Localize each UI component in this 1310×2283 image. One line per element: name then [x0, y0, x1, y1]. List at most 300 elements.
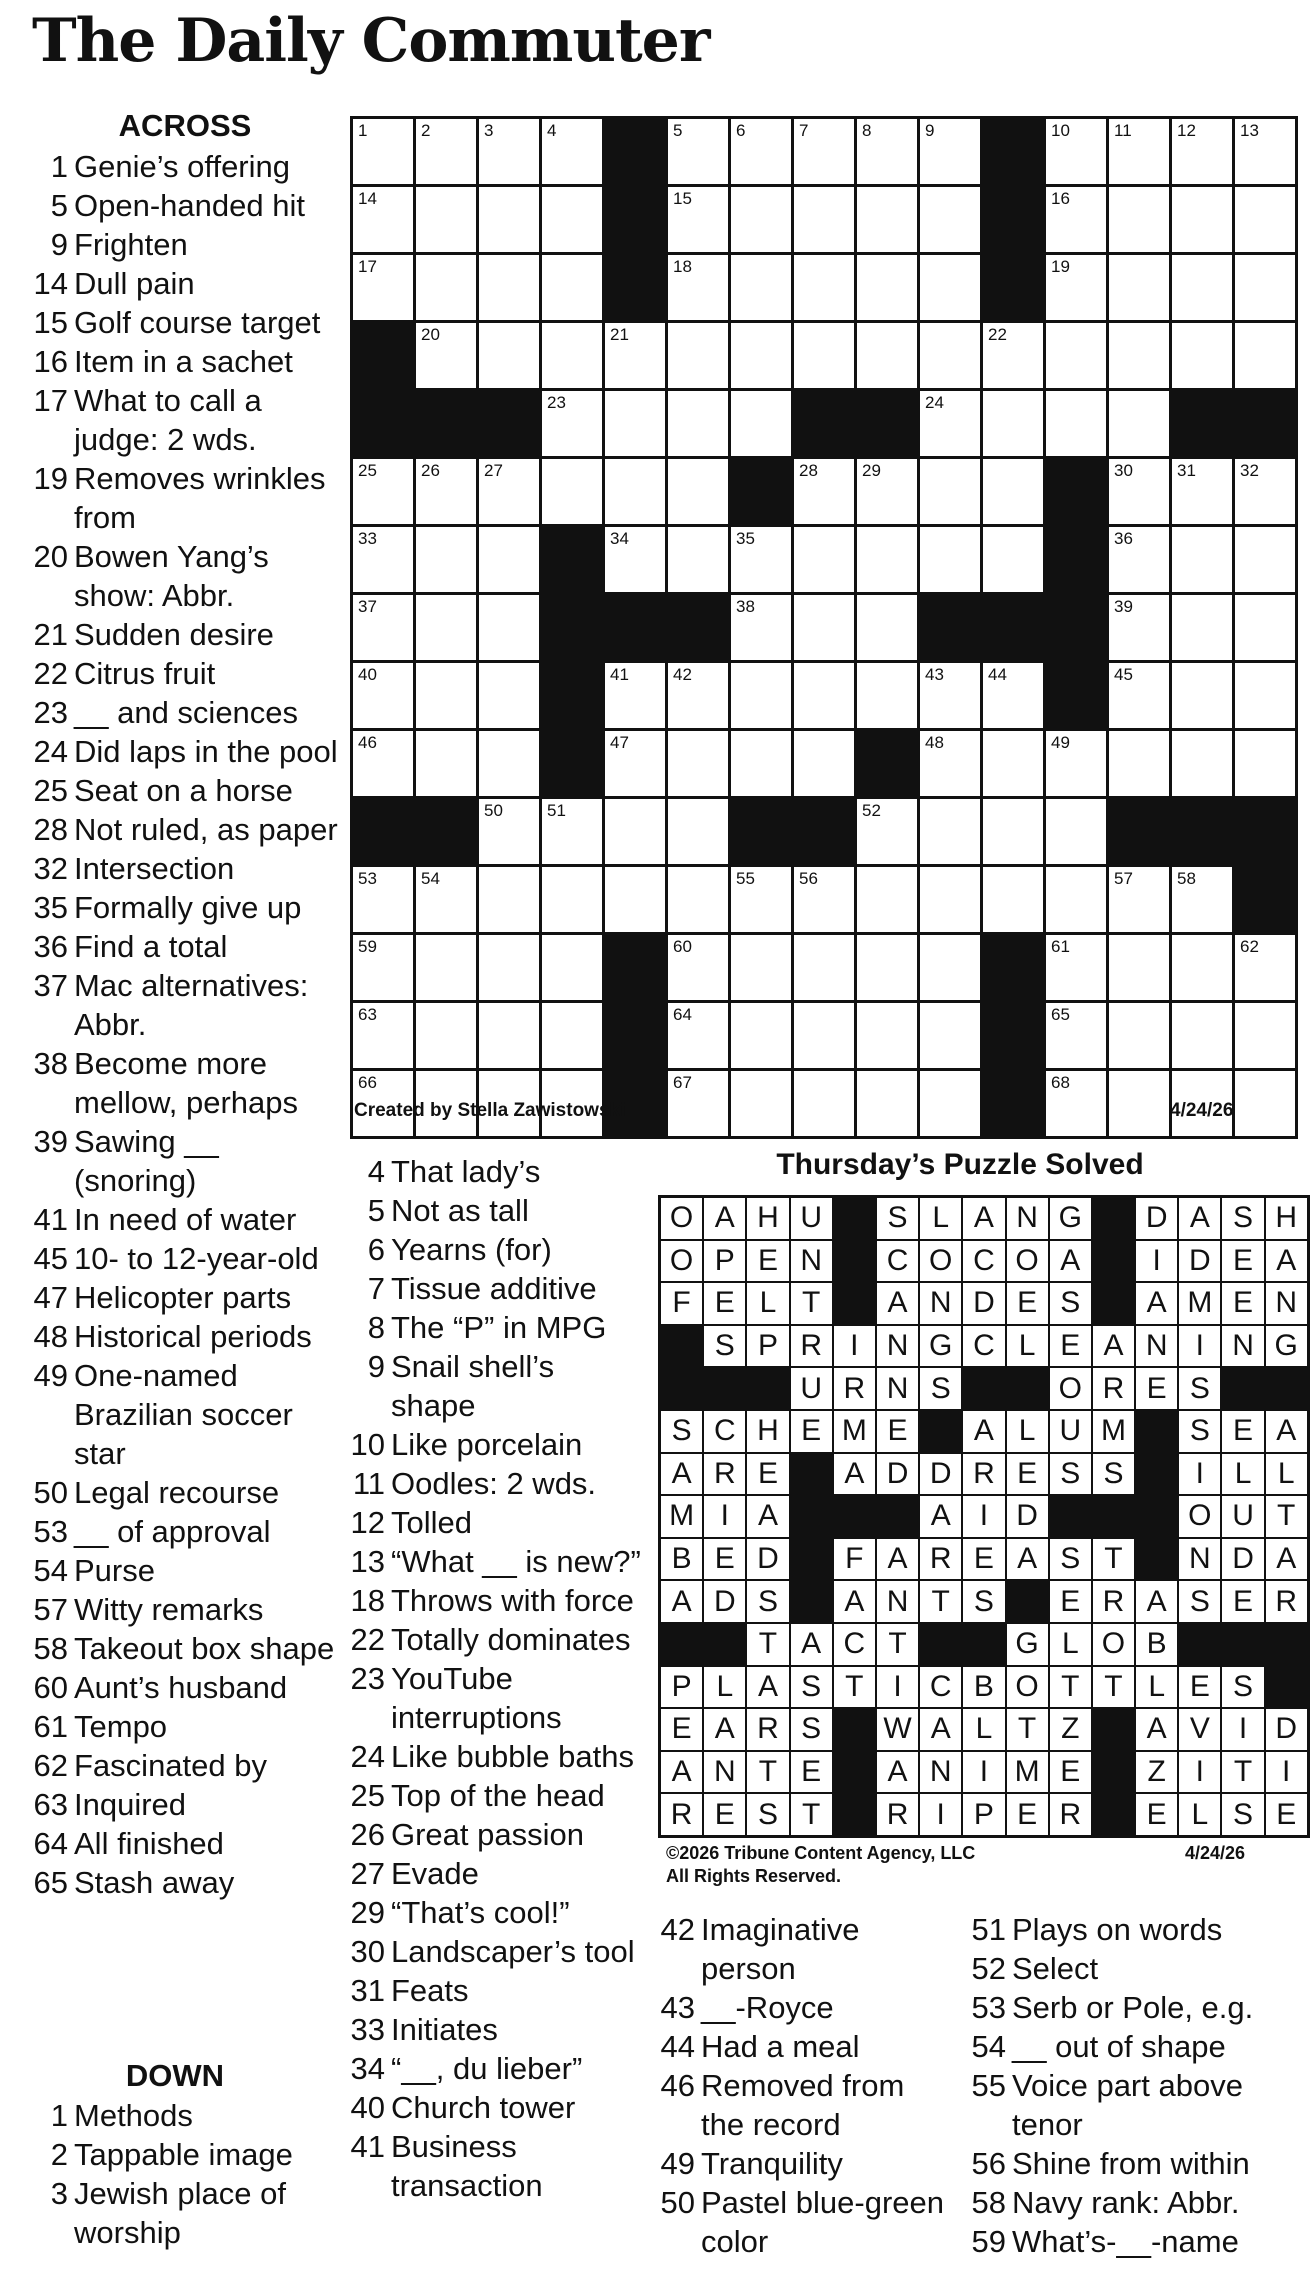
grid-cell[interactable] — [668, 663, 728, 728]
solved-letter: I — [1179, 1454, 1220, 1495]
grid-cell[interactable] — [794, 187, 854, 252]
black-square — [983, 1003, 1043, 1068]
cell-number: 56 — [799, 869, 818, 888]
clue-text: Dull pain — [74, 266, 195, 301]
grid-cell[interactable] — [605, 867, 665, 932]
grid-cell[interactable] — [353, 119, 413, 184]
grid-cell[interactable] — [416, 323, 476, 388]
black-square — [542, 595, 602, 660]
grid-cell[interactable] — [542, 255, 602, 320]
grid-cell[interactable] — [479, 187, 539, 252]
grid-cell[interactable] — [479, 119, 539, 184]
grid-cell[interactable] — [416, 119, 476, 184]
solved-letter: D — [704, 1581, 745, 1622]
grid-cell[interactable] — [1172, 187, 1232, 252]
grid-cell[interactable] — [857, 663, 917, 728]
grid-cell[interactable] — [1172, 527, 1232, 592]
grid-cell[interactable] — [1046, 867, 1106, 932]
clue-item — [28, 303, 338, 342]
grid-cell[interactable] — [416, 663, 476, 728]
grid-cell[interactable] — [416, 867, 476, 932]
solved-letter: O — [1093, 1624, 1134, 1665]
grid-cell[interactable] — [794, 663, 854, 728]
grid-cell[interactable] — [857, 187, 917, 252]
grid-cell[interactable] — [1172, 1003, 1232, 1068]
clue-number: 36 — [33, 929, 68, 964]
cell-number: 3 — [484, 121, 494, 140]
grid-cell[interactable] — [1172, 119, 1232, 184]
grid-cell[interactable] — [416, 935, 476, 1000]
clue-text: Bowen Yang’s show: Abbr. — [74, 539, 269, 613]
grid-cell[interactable] — [1109, 935, 1169, 1000]
grid-cell[interactable] — [857, 527, 917, 592]
black-square — [963, 1624, 1004, 1665]
grid-cell[interactable] — [416, 527, 476, 592]
solved-letter: R — [963, 1454, 1004, 1495]
grid-cell[interactable] — [353, 527, 413, 592]
grid-cell[interactable] — [857, 935, 917, 1000]
clue-number: 41 — [33, 1202, 68, 1237]
grid-cell[interactable] — [1109, 187, 1169, 252]
clue-text: Church tower — [391, 2090, 576, 2125]
grid-cell[interactable] — [353, 459, 413, 524]
clue-item — [28, 1629, 338, 1668]
grid-cell[interactable] — [353, 935, 413, 1000]
grid-cell[interactable] — [668, 1071, 728, 1136]
grid-cell[interactable] — [857, 459, 917, 524]
grid-cell[interactable] — [1235, 187, 1295, 252]
grid-cell[interactable] — [1109, 731, 1169, 796]
black-square — [1046, 663, 1106, 728]
clue-item — [28, 888, 338, 927]
grid-cell[interactable] — [794, 459, 854, 524]
grid-cell[interactable] — [1235, 323, 1295, 388]
grid-cell[interactable] — [1109, 527, 1169, 592]
grid-cell[interactable] — [668, 799, 728, 864]
solved-letter: H — [747, 1198, 788, 1239]
clue-item — [28, 459, 338, 537]
cell-number: 11 — [1114, 121, 1132, 140]
grid-cell[interactable] — [857, 255, 917, 320]
solved-letter: S — [1222, 1198, 1263, 1239]
grid-cell[interactable] — [1046, 323, 1106, 388]
grid-cell[interactable] — [920, 867, 980, 932]
grid-cell[interactable] — [353, 867, 413, 932]
grid-cell[interactable] — [983, 867, 1043, 932]
clue-item — [966, 2183, 1271, 2222]
cell-number: 38 — [736, 597, 755, 616]
grid-cell[interactable] — [416, 1003, 476, 1068]
grid-cell[interactable] — [1109, 595, 1169, 660]
solved-letter: L — [963, 1709, 1004, 1750]
solved-letter: E — [704, 1794, 745, 1835]
grid-cell[interactable] — [353, 595, 413, 660]
clue-number: 31 — [350, 1973, 385, 2008]
grid-cell[interactable] — [794, 731, 854, 796]
black-square — [791, 1454, 832, 1495]
grid-cell[interactable] — [731, 935, 791, 1000]
grid-cell[interactable] — [353, 663, 413, 728]
clue-text: Not as tall — [391, 1193, 529, 1228]
grid-cell[interactable] — [1172, 867, 1232, 932]
grid-cell[interactable] — [1235, 663, 1295, 728]
grid-cell[interactable] — [731, 1003, 791, 1068]
grid-cell[interactable] — [731, 119, 791, 184]
grid-cell[interactable] — [1172, 663, 1232, 728]
solved-letter: N — [920, 1752, 961, 1793]
grid-cell[interactable] — [1235, 1003, 1295, 1068]
grid-cell[interactable] — [920, 459, 980, 524]
grid-cell[interactable] — [731, 527, 791, 592]
grid-cell[interactable] — [983, 799, 1043, 864]
grid-cell[interactable] — [1109, 663, 1169, 728]
solved-letter: Z — [1136, 1752, 1177, 1793]
cell-number: 45 — [1114, 665, 1133, 684]
grid-cell[interactable] — [1235, 255, 1295, 320]
clue-item — [345, 1776, 645, 1815]
grid-cell[interactable] — [794, 1071, 854, 1136]
grid-cell[interactable] — [794, 323, 854, 388]
grid-cell[interactable] — [1046, 1071, 1106, 1136]
grid-cell[interactable] — [542, 459, 602, 524]
grid-cell[interactable] — [1046, 1003, 1106, 1068]
grid-cell[interactable] — [794, 1003, 854, 1068]
solved-letter: E — [791, 1411, 832, 1452]
grid-cell[interactable] — [605, 391, 665, 456]
clue-text: Sudden desire — [74, 617, 274, 652]
cell-number: 2 — [421, 121, 431, 140]
clue-text: Tranquility — [701, 2146, 843, 2181]
clue-number: 34 — [350, 2051, 385, 2086]
grid-cell[interactable] — [857, 595, 917, 660]
grid-cell[interactable] — [1046, 119, 1106, 184]
grid-cell[interactable] — [731, 867, 791, 932]
grid-cell[interactable] — [1109, 391, 1169, 456]
solved-letter: C — [834, 1624, 875, 1665]
grid-cell[interactable] — [920, 799, 980, 864]
grid-cell[interactable] — [605, 799, 665, 864]
solved-letter: A — [920, 1496, 961, 1537]
grid-cell[interactable] — [479, 731, 539, 796]
solved-letter: D — [877, 1454, 918, 1495]
solved-letter: T — [747, 1624, 788, 1665]
grid-cell[interactable] — [479, 459, 539, 524]
solved-letter: R — [747, 1709, 788, 1750]
grid-cell[interactable] — [479, 527, 539, 592]
cell-number: 13 — [1240, 121, 1259, 140]
cell-number: 67 — [673, 1073, 692, 1092]
grid-cell[interactable] — [416, 187, 476, 252]
clue-number: 65 — [33, 1865, 68, 1900]
grid-cell[interactable] — [1235, 1071, 1295, 1136]
grid-cell[interactable] — [1172, 459, 1232, 524]
grid-cell[interactable] — [857, 867, 917, 932]
grid-cell[interactable] — [794, 935, 854, 1000]
grid-cell[interactable] — [605, 527, 665, 592]
grid-cell[interactable] — [542, 119, 602, 184]
grid-cell[interactable] — [920, 323, 980, 388]
clue-item — [28, 810, 338, 849]
grid-cell[interactable] — [1109, 1071, 1169, 1136]
grid-cell[interactable] — [668, 255, 728, 320]
solved-letter: E — [1222, 1283, 1263, 1324]
cell-number: 27 — [484, 461, 503, 480]
grid-cell[interactable] — [920, 935, 980, 1000]
grid-cell[interactable] — [1235, 595, 1295, 660]
grid-cell[interactable] — [857, 799, 917, 864]
clue-text: What’s-__-name — [1012, 2224, 1239, 2259]
clue-text: 10- to 12-year-old — [74, 1241, 319, 1276]
grid-cell[interactable] — [668, 187, 728, 252]
clue-item — [345, 1308, 645, 1347]
grid-cell[interactable] — [542, 323, 602, 388]
solved-letter: I — [877, 1667, 918, 1708]
grid-cell[interactable] — [1235, 935, 1295, 1000]
clue-number: 32 — [33, 851, 68, 886]
solved-letter: C — [963, 1326, 1004, 1367]
clue-text: Plays on words — [1012, 1912, 1223, 1947]
grid-cell[interactable] — [479, 663, 539, 728]
grid-cell[interactable] — [920, 1071, 980, 1136]
solved-letter: A — [791, 1624, 832, 1665]
grid-cell[interactable] — [983, 527, 1043, 592]
grid-cell[interactable] — [1172, 255, 1232, 320]
grid-cell[interactable] — [731, 595, 791, 660]
grid-cell[interactable] — [479, 935, 539, 1000]
grid-cell[interactable] — [668, 867, 728, 932]
grid-cell[interactable] — [920, 1003, 980, 1068]
solved-letter: C — [963, 1241, 1004, 1282]
solved-letter: S — [1093, 1454, 1134, 1495]
clue-text: Seat on a horse — [74, 773, 293, 808]
clue-item — [966, 1988, 1271, 2027]
clue-text: Landscaper’s tool — [391, 1934, 635, 1969]
grid-cell[interactable] — [1235, 731, 1295, 796]
grid-cell[interactable] — [1109, 255, 1169, 320]
grid-cell[interactable] — [1046, 935, 1106, 1000]
grid-cell[interactable] — [479, 595, 539, 660]
grid-cell[interactable] — [416, 595, 476, 660]
grid-cell[interactable] — [668, 459, 728, 524]
grid-cell[interactable] — [731, 663, 791, 728]
grid-cell[interactable] — [668, 935, 728, 1000]
black-square — [983, 119, 1043, 184]
black-square — [1235, 391, 1295, 456]
grid-cell[interactable] — [479, 255, 539, 320]
solved-letter: U — [791, 1368, 832, 1409]
grid-cell[interactable] — [1109, 867, 1169, 932]
grid-cell[interactable] — [1172, 935, 1232, 1000]
solved-letter: R — [1266, 1581, 1307, 1622]
clue-text: “__, du lieber” — [391, 2051, 583, 2086]
grid-cell[interactable] — [983, 663, 1043, 728]
grid-cell[interactable] — [731, 187, 791, 252]
solved-letter: N — [1222, 1326, 1263, 1367]
grid-cell[interactable] — [794, 255, 854, 320]
grid-cell[interactable] — [1046, 799, 1106, 864]
grid-cell[interactable] — [920, 527, 980, 592]
clue-number: 55 — [971, 2068, 1006, 2103]
grid-cell[interactable] — [794, 867, 854, 932]
grid-cell[interactable] — [542, 935, 602, 1000]
cell-number: 1 — [358, 121, 368, 140]
clue-item — [28, 342, 338, 381]
clue-item — [345, 1893, 645, 1932]
clue-item — [345, 1191, 645, 1230]
grid-cell[interactable] — [731, 731, 791, 796]
grid-cell[interactable] — [1109, 119, 1169, 184]
solved-letter: E — [1007, 1794, 1048, 1835]
grid-cell[interactable] — [1172, 731, 1232, 796]
grid-cell[interactable] — [542, 1003, 602, 1068]
black-square — [834, 1709, 875, 1750]
grid-cell[interactable] — [983, 323, 1043, 388]
grid-cell[interactable] — [1109, 1003, 1169, 1068]
clue-item — [655, 2144, 955, 2183]
grid-cell[interactable] — [542, 799, 602, 864]
grid-cell[interactable] — [1046, 187, 1106, 252]
grid-cell[interactable] — [920, 187, 980, 252]
grid-cell[interactable] — [920, 255, 980, 320]
grid-cell[interactable] — [416, 731, 476, 796]
solved-letter: S — [920, 1368, 961, 1409]
black-square — [791, 1581, 832, 1622]
grid-cell[interactable] — [479, 867, 539, 932]
down-clues-col-2 — [345, 1152, 645, 2205]
grid-cell[interactable] — [794, 119, 854, 184]
solved-letter: C — [704, 1411, 745, 1452]
clue-item — [28, 1746, 338, 1785]
clue-item — [345, 1542, 645, 1581]
solved-letter: N — [1136, 1326, 1177, 1367]
grid-cell[interactable] — [479, 1003, 539, 1068]
grid-cell[interactable] — [605, 731, 665, 796]
grid-cell[interactable] — [605, 459, 665, 524]
grid-cell[interactable] — [920, 731, 980, 796]
solved-letter: D — [1179, 1241, 1220, 1282]
cell-number: 58 — [1177, 869, 1196, 888]
grid-cell[interactable] — [542, 187, 602, 252]
grid-cell[interactable] — [983, 459, 1043, 524]
clue-item — [345, 2010, 645, 2049]
grid-cell[interactable] — [416, 459, 476, 524]
cell-number: 22 — [988, 325, 1007, 344]
cell-number: 36 — [1114, 529, 1133, 548]
clue-number: 16 — [33, 344, 68, 379]
black-square — [834, 1241, 875, 1282]
grid-cell[interactable] — [857, 119, 917, 184]
solved-letter: E — [877, 1411, 918, 1452]
grid-cell[interactable] — [1046, 731, 1106, 796]
grid-cell[interactable] — [479, 799, 539, 864]
clue-item — [655, 2066, 955, 2144]
solved-letter: R — [791, 1326, 832, 1367]
solved-letter: S — [877, 1198, 918, 1239]
solved-letter: V — [1179, 1709, 1220, 1750]
grid-cell[interactable] — [920, 119, 980, 184]
solved-letter: O — [1050, 1368, 1091, 1409]
grid-cell[interactable] — [920, 663, 980, 728]
solved-letter: A — [834, 1581, 875, 1622]
clue-item — [345, 1464, 645, 1503]
grid-cell[interactable] — [920, 391, 980, 456]
grid-cell[interactable] — [353, 255, 413, 320]
solved-letter: G — [1007, 1624, 1048, 1665]
solved-letter: A — [1007, 1539, 1048, 1580]
clue-text: Navy rank: Abbr. — [1012, 2185, 1240, 2220]
cell-number: 55 — [736, 869, 755, 888]
grid-cell[interactable] — [857, 323, 917, 388]
clue-text: Historical periods — [74, 1319, 312, 1354]
grid-cell[interactable] — [479, 323, 539, 388]
grid-cell[interactable] — [668, 119, 728, 184]
clue-item — [655, 1988, 955, 2027]
grid-cell[interactable] — [857, 1071, 917, 1136]
clue-item — [345, 1425, 645, 1464]
black-square — [542, 663, 602, 728]
grid-cell[interactable] — [731, 255, 791, 320]
grid-cell[interactable] — [668, 1003, 728, 1068]
clue-number: 54 — [971, 2029, 1006, 2064]
solved-letter: S — [747, 1794, 788, 1835]
grid-cell[interactable] — [668, 731, 728, 796]
black-square — [747, 1368, 788, 1409]
grid-cell[interactable] — [794, 527, 854, 592]
grid-cell[interactable] — [353, 731, 413, 796]
clue-number: 60 — [33, 1670, 68, 1705]
grid-cell[interactable] — [668, 527, 728, 592]
grid-cell[interactable] — [668, 323, 728, 388]
grid-cell[interactable] — [1172, 323, 1232, 388]
grid-cell[interactable] — [1046, 391, 1106, 456]
grid-cell[interactable] — [1235, 119, 1295, 184]
grid-cell[interactable] — [605, 663, 665, 728]
black-square — [416, 799, 476, 864]
grid-cell[interactable] — [542, 867, 602, 932]
grid-cell[interactable] — [857, 1003, 917, 1068]
black-square — [661, 1624, 702, 1665]
solved-letter: L — [1179, 1794, 1220, 1835]
grid-cell[interactable] — [794, 595, 854, 660]
grid-cell[interactable] — [542, 391, 602, 456]
clue-number: 13 — [350, 1544, 385, 1579]
solved-letter: I — [1266, 1752, 1307, 1793]
grid-cell[interactable] — [353, 1003, 413, 1068]
grid-cell[interactable] — [1172, 595, 1232, 660]
clue-item — [28, 1863, 338, 1902]
grid-cell[interactable] — [731, 1071, 791, 1136]
grid-cell[interactable] — [731, 391, 791, 456]
grid-cell[interactable] — [1235, 459, 1295, 524]
grid-cell[interactable] — [605, 323, 665, 388]
solved-letter: M — [1093, 1411, 1134, 1452]
grid-cell[interactable] — [983, 391, 1043, 456]
clue-number: 42 — [660, 1912, 695, 1947]
grid-cell[interactable] — [983, 731, 1043, 796]
grid-cell[interactable] — [353, 187, 413, 252]
grid-cell[interactable] — [416, 255, 476, 320]
grid-cell[interactable] — [1046, 255, 1106, 320]
grid-cell[interactable] — [731, 323, 791, 388]
solved-letter: W — [877, 1709, 918, 1750]
solved-letter: S — [1222, 1794, 1263, 1835]
grid-cell[interactable] — [1109, 323, 1169, 388]
grid-cell[interactable] — [1235, 527, 1295, 592]
black-square — [857, 391, 917, 456]
grid-cell[interactable] — [1109, 459, 1169, 524]
masthead-title: The Daily Commuter — [32, 6, 710, 76]
grid-cell[interactable] — [668, 391, 728, 456]
